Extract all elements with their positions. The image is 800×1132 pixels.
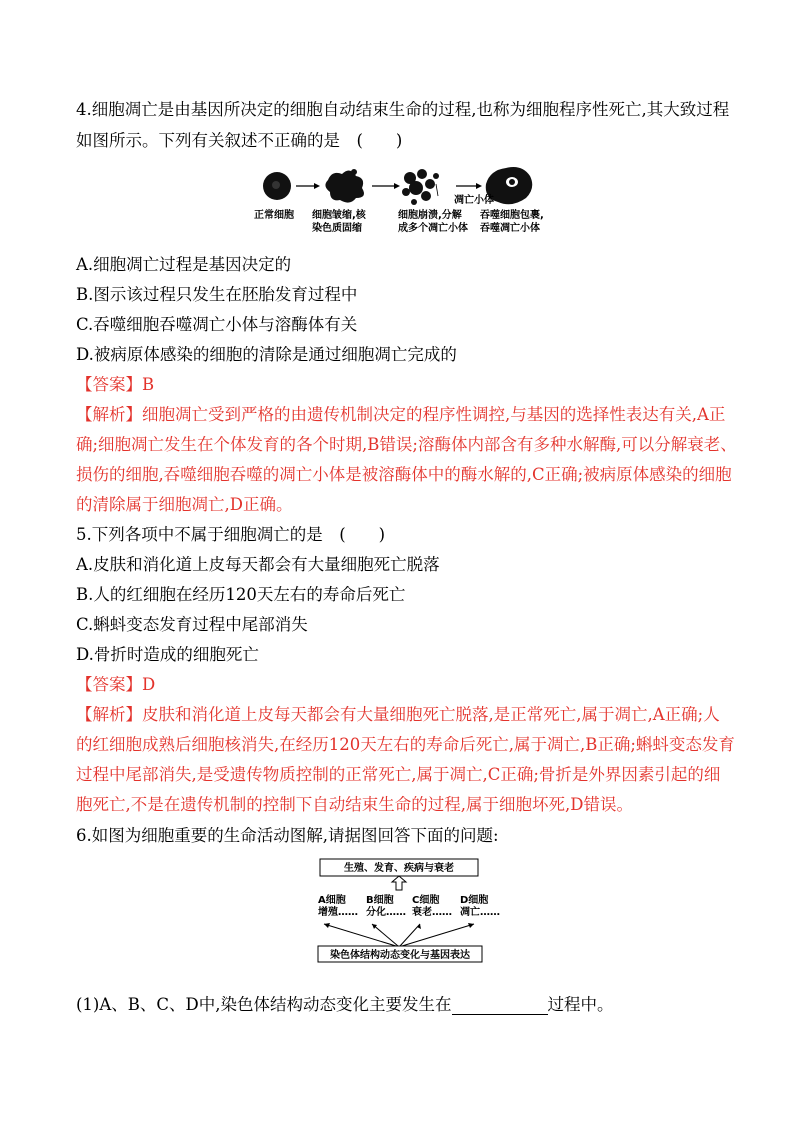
label-collapse-line2: 成多个凋亡小体 (398, 223, 468, 234)
arrow-to-c (400, 924, 420, 946)
q6-subquestion-1 (76, 995, 614, 1015)
q6-stem: 6.如图为细胞重要的生命活动图解,请据图回答下面的问题: (76, 826, 499, 845)
label-engulf-line2: 吞噬凋亡小体 (480, 223, 540, 234)
q4-option-d: D.被病原体感染的细胞的清除是通过细胞凋亡完成的 (76, 345, 457, 364)
q4-stem-line2: 如图所示。下列有关叙述不正确的是 ( ) (76, 131, 403, 150)
q4-answer: 【答案】B (76, 375, 155, 394)
top-box-text: 生殖、发育、疾病与衰老 (344, 863, 454, 874)
item-c-line2: 衰老…… (412, 907, 452, 918)
label-normal-cell: 正常细胞 (254, 210, 294, 221)
label-shrink-line1: 细胞皱缩,核 (312, 210, 366, 221)
q5-stem: 5.下列各项中不属于细胞凋亡的是 ( ) (76, 525, 386, 544)
item-c-line1: C细胞 (412, 895, 440, 906)
apoptotic-body-pointer (436, 184, 438, 196)
bottom-box-text: 染色体结构动态变化与基因表达 (330, 950, 470, 961)
q5-option-d: D.骨折时造成的细胞死亡 (76, 645, 259, 664)
item-a-line2: 增殖…… (318, 907, 358, 918)
q5-analysis-line2: 的红细胞成熟后细胞核消失,在经历120天左右的寿命后死亡,属于凋亡,B正确;蝌蚪变态发育 (76, 735, 735, 754)
hollow-up-arrow (392, 876, 406, 890)
item-b-line1: B细胞 (366, 895, 394, 906)
q5-analysis-line3: 过程中尾部消失,是受遗传物质控制的正常死亡,属于凋亡,C正确;骨折是外界因素引起的细 (76, 765, 721, 784)
q6-sub1-text-after: 过程中。 (547, 995, 614, 1014)
q4-analysis-line4: 的清除属于细胞凋亡,D正确。 (76, 495, 293, 514)
q5-analysis-line1: 【解析】皮肤和消化道上皮每天都会有大量细胞死亡脱落,是正常死亡,属于凋亡,A正确;人 (76, 705, 720, 724)
item-d-line1: D细胞 (460, 895, 489, 906)
item-d-line2: 凋亡…… (460, 907, 500, 918)
label-shrink-line2: 染色质固缩 (312, 223, 362, 234)
q4-option-a: A.细胞凋亡过程是基因决定的 (76, 255, 292, 274)
q5-option-c: C.蝌蚪变态发育过程中尾部消失 (76, 615, 308, 634)
item-b-line2: 分化…… (366, 907, 406, 918)
label-engulf-line1: 吞噬细胞包裹, (480, 210, 544, 221)
q4-analysis-line1: 【解析】细胞凋亡受到严格的由遗传机制决定的程序性调控,与基因的选择性表达有关,A正 (76, 405, 726, 424)
q4-analysis-line2: 确;细胞凋亡发生在个体发育的各个时期,B错误;溶酶体内部含有多种水解酶,可以分解衰老、 (76, 435, 737, 454)
apoptosis-figure (250, 158, 560, 238)
arrow-to-d (402, 924, 474, 946)
q5-answer: 【答案】D (76, 675, 156, 694)
shrinking-cell-image (325, 170, 364, 202)
cell-activity-diagram (300, 856, 500, 966)
q4-option-b: B.图示该过程只发生在胚胎发育过程中 (76, 285, 358, 304)
q6-sub1-text-before: (1)A、B、C、D中,染色体结构动态变化主要发生在 (76, 995, 452, 1014)
label-apoptotic-body: 凋亡小体 (454, 195, 494, 206)
q4-stem-line1: 4.细胞凋亡是由基因所决定的细胞自动结束生命的过程,也称为细胞程序性死亡,其大致过程 (76, 100, 730, 119)
q4-option-c: C.吞噬细胞吞噬凋亡小体与溶酶体有关 (76, 315, 358, 334)
label-collapse-line1: 细胞崩溃,分解 (398, 210, 462, 221)
apoptotic-bodies-image (402, 169, 439, 205)
cell-activity-diagram-svg (300, 856, 500, 966)
q4-analysis-line3: 损伤的细胞,吞噬细胞吞噬的凋亡小体是被溶酶体中的酶水解的,C正确;被病原体感染的细胞 (76, 465, 732, 484)
q5-option-a: A.皮肤和消化道上皮每天都会有大量细胞死亡脱落 (76, 555, 440, 574)
item-a-line1: A细胞 (318, 895, 346, 906)
q5-option-b: B.人的红细胞在经历120天左右的寿命后死亡 (76, 585, 406, 604)
q5-analysis-line4: 胞死亡,不是在遗传机制的控制下自动结束生命的过程,属于细胞坏死,D错误。 (76, 795, 633, 814)
q6-sub1-answer-blank[interactable] (452, 998, 548, 1015)
